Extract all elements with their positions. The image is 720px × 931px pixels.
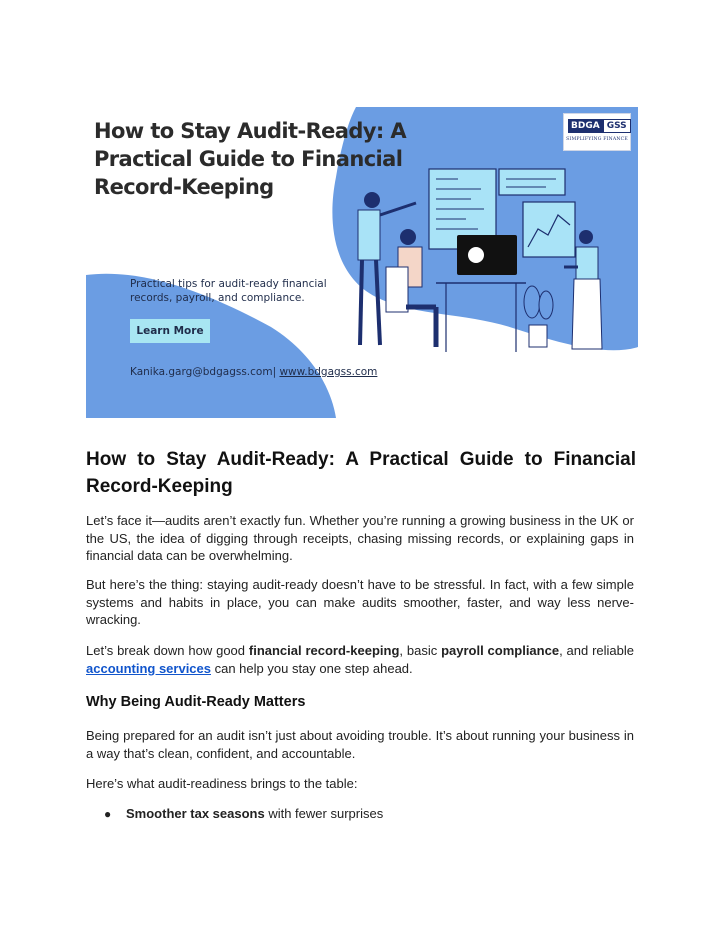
logo-tagline: SIMPLIFYING FINANCE [566, 137, 628, 142]
p3-text-c: , basic [399, 643, 442, 658]
section-heading: Why Being Audit-Ready Matters [86, 694, 306, 710]
p3-text-e: , and reliable [559, 643, 635, 658]
logo-text-right: GSS [603, 119, 631, 133]
accounting-services-link[interactable]: accounting services [86, 660, 211, 676]
article-title: How to Stay Audit-Ready: A Practical Guide to Financial Record-Keeping [86, 449, 636, 497]
paragraph-block-4 [86, 727, 634, 762]
p3-bold-record-keeping: financial record-keeping [248, 643, 400, 658]
paragraph-block-2 [86, 576, 634, 629]
p3-text-f: can help you stay one step ahead. [211, 660, 413, 676]
list-item-bold: Smoother tax seasons [126, 806, 265, 821]
learn-more-button[interactable]: Learn More [130, 319, 210, 343]
paragraph-4: Being prepared for an audit isn’t just about avoiding trouble. It’s about running your business in a way that’s clean, confident, and accountable. [86, 728, 634, 761]
p3-bold-payroll: payroll compliance [441, 643, 560, 658]
paragraph-intro [86, 512, 634, 565]
bullet-dot-icon: ● [104, 806, 112, 821]
banner-tagline: Practical tips for audit-ready financial records, payroll, and compliance. [130, 278, 327, 304]
paragraph-2: But here’s the thing: staying audit-ready doesn’t have to be stressful. In fact, with a few simple systems and habits in place, you can make audits smoother, faster, and way less nerve-wracking. [86, 577, 634, 627]
banner-title: How to Stay Audit-Ready: A Practical Guide to Financial Record-Keeping [94, 119, 407, 199]
p3-text-a: Let’s break down how good [86, 643, 249, 658]
paragraph-5: Here’s what audit-readiness brings to the table: [86, 776, 358, 791]
paragraph-3 [86, 642, 634, 677]
contact-email: Kanika.garg@bdgagss.com| [130, 366, 277, 378]
company-logo [563, 113, 631, 151]
paragraph-block-5 [86, 775, 634, 793]
benefits-list [104, 806, 383, 821]
banner-contact [130, 366, 377, 378]
paragraph-block-3 [86, 642, 634, 677]
list-item-rest: with fewer surprises [264, 806, 384, 821]
hero-banner [86, 107, 638, 418]
logo-text-left: BDGA [568, 119, 603, 133]
list-item-text [126, 806, 383, 821]
list-item [104, 806, 383, 821]
paragraph-1: Let’s face it—audits aren’t exactly fun. Whether you’re running a growing business in the UK or the US, the idea of digging through receipts, chasing missing records, or explaining gaps in financial data can be overwhelming. [86, 513, 634, 563]
contact-website-link[interactable]: www.bdgagss.com [279, 366, 378, 378]
